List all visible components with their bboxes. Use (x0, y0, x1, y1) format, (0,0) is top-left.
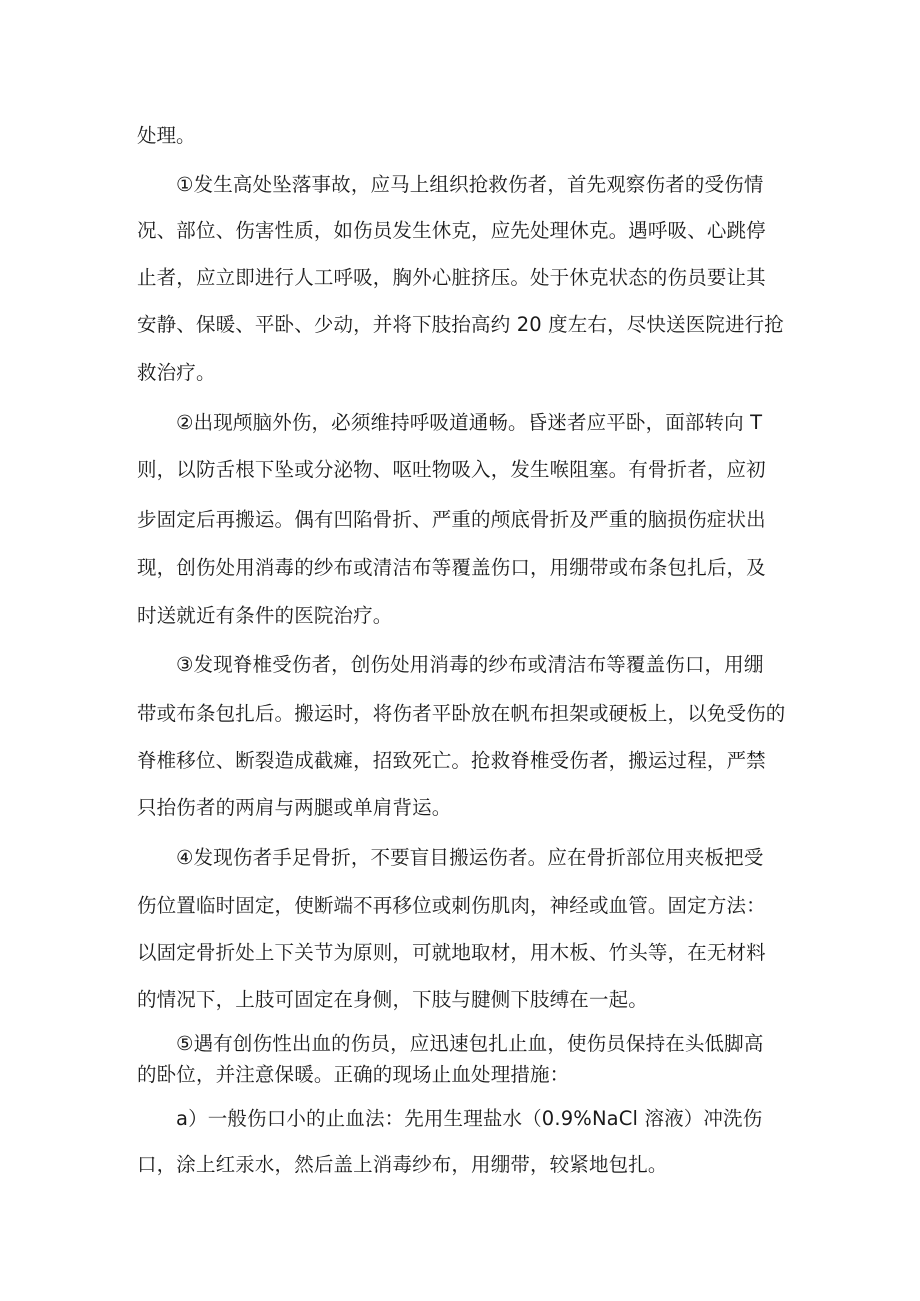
text-line: 以固定骨折处上下关节为原则，可就地取材，用木板、竹头等，在无材料 (137, 941, 766, 964)
text-line: 处理。 (137, 124, 196, 147)
text-line: 止者，应立即进行人工呼吸，胸外心脏挤压。处于休克状态的伤员要让其 (137, 266, 766, 289)
text-line: 况、部位、伤害性质，如伤员发生休克，应先处理休克。遇呼吸、心跳停 (137, 219, 766, 242)
text-line: ③发现脊椎受伤者，创伤处用消毒的纱布或清洁布等覆盖伤口，用绷 (176, 653, 764, 676)
text-line: 的卧位，并注意保暖。正确的现场止血处理措施： (137, 1063, 570, 1086)
text-line: ②出现颅脑外伤，必须维持呼吸道通畅。昏迷者应平卧，面部转向 T (176, 411, 763, 434)
text-line: 带或布条包扎后。搬运时，将伤者平卧放在帆布担架或硬板上，以免受伤的 (137, 702, 786, 725)
text-line: a）一般伤口小的止血法：先用生理盐水（0.9%NaCl 溶液）冲洗伤 (176, 1107, 763, 1130)
text-line: 只抬伤者的两肩与两腿或单肩背运。 (137, 796, 452, 819)
text-line: ①发生高处坠落事故，应马上组织抢救伤者，首先观察伤者的受伤情 (176, 173, 764, 196)
text-line: 则，以防舌根下坠或分泌物、呕吐物吸入，发生喉阻塞。有骨折者，应初 (137, 458, 766, 481)
text-line: 安静、保暖、平卧、少动，并将下肢抬高约 20 度左右，尽快送医院进行抢 (137, 313, 784, 336)
text-line: 伤位置临时固定，使断端不再移位或刺伤肌肉，神经或血管。固定方法： (137, 894, 766, 917)
text-line: 时送就近有条件的医院治疗。 (137, 604, 393, 627)
text-line: ④发现伤者手足骨折，不要盲目搬运伤者。应在骨折部位用夹板把受 (176, 846, 764, 869)
text-line: 脊椎移位、断裂造成截瘫，招致死亡。抢救脊椎受伤者，搬运过程，严禁 (137, 749, 766, 772)
text-line: 现，创伤处用消毒的纱布或清洁布等覆盖伤口，用绷带或布条包扎后，及 (137, 556, 766, 579)
text-line: 的情况下，上肢可固定在身侧，下肢与腱侧下肢缚在一起。 (137, 988, 648, 1011)
text-line: 口，涂上红汞水，然后盖上消毒纱布，用绷带，较紧地包扎。 (137, 1153, 668, 1176)
text-line: ⑤遇有创伤性出血的伤员，应迅速包扎止血，使伤员保持在头低脚高 (176, 1032, 764, 1055)
text-line: 救治疗。 (137, 361, 216, 384)
text-line: 步固定后再搬运。偶有凹陷骨折、严重的颅底骨折及严重的脑损伤症状出 (137, 508, 766, 531)
